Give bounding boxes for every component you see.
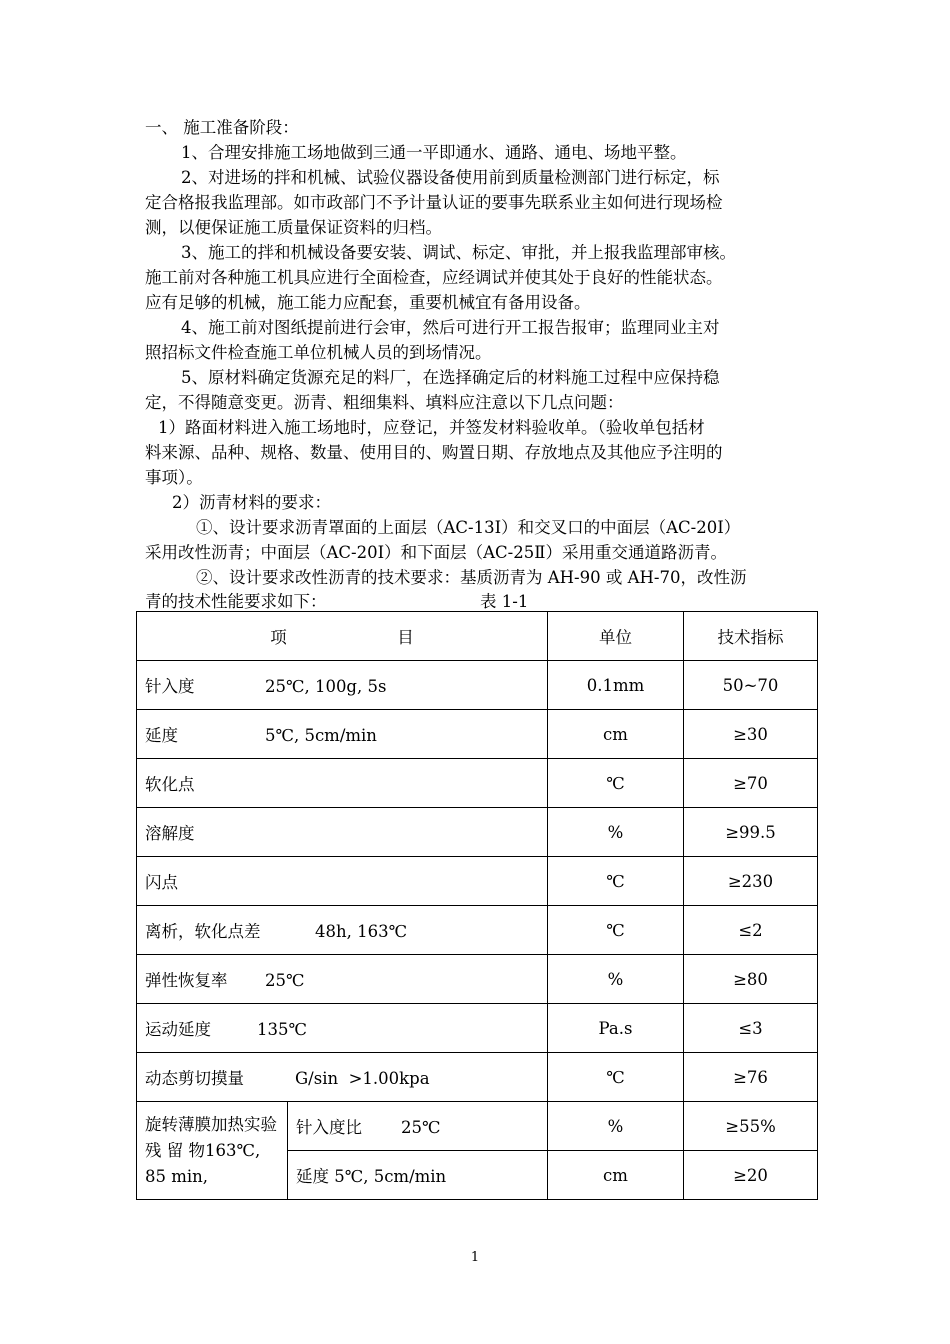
row-item — [137, 808, 548, 857]
table-row — [137, 710, 818, 759]
table-caption: 表 1-1 — [480, 592, 529, 611]
row-unit: ℃ — [548, 1053, 684, 1102]
row-item — [137, 759, 548, 808]
row-item — [288, 1151, 548, 1200]
table-row — [137, 661, 818, 710]
header-item-a: 项 — [270, 628, 287, 647]
row-condition: 135℃ — [257, 1020, 307, 1039]
table-row — [137, 1004, 818, 1053]
paragraph-line: 2）沥青材料的要求： — [172, 493, 331, 512]
paragraph-line: 定合格报我监理部。如市政部门不予计量认证的要事先联系业主如何进行现场检 — [145, 193, 723, 212]
row-unit: cm — [548, 1151, 684, 1200]
table-row — [137, 808, 818, 857]
row-condition: G/sin >1.00kpa — [295, 1069, 430, 1088]
paragraph-line: 料来源、品种、规格、数量、使用目的、购置日期、存放地点及其他应予注明的 — [145, 443, 723, 462]
row-name: 闪点 — [145, 873, 178, 892]
row-unit: % — [548, 808, 684, 857]
paragraph-line: 青的技术性能要求如下： — [145, 592, 327, 611]
row-unit: ℃ — [548, 759, 684, 808]
row-condition: 25℃ — [265, 971, 305, 990]
paragraph-line: 定，不得随意变更。沥青、粗细集料、填料应注意以下几点问题： — [145, 393, 624, 412]
rtfo-label: 旋转薄膜加热实验 残 留 物163℃, 85 min, — [137, 1102, 288, 1200]
row-item — [137, 906, 548, 955]
row-spec: ≤2 — [684, 906, 818, 955]
paragraph-line: 事项）。 — [145, 468, 203, 487]
paragraph-line: 3、施工的拌和机械设备要安装、调试、标定、审批，并上报我监理部审核。 — [181, 243, 736, 262]
row-name: 运动延度 — [145, 1020, 211, 1039]
row-unit: % — [548, 955, 684, 1004]
header-unit: 单位 — [548, 612, 684, 661]
row-item — [137, 661, 548, 710]
row-name: 针入度 — [145, 677, 195, 696]
header-spec: 技术指标 — [684, 612, 818, 661]
table-header-row — [137, 612, 818, 661]
table-row — [137, 955, 818, 1004]
row-spec: ≥99.5 — [684, 808, 818, 857]
paragraph-line: 1、合理安排施工场地做到三通一平即通水、通路、通电、场地平整。 — [181, 143, 687, 162]
paragraph-line: 5、原材料确定货源充足的料厂，在选择确定后的材料施工过程中应保持稳 — [181, 368, 720, 387]
spec-table — [136, 611, 818, 1200]
table-row — [137, 1053, 818, 1102]
row-condition: 5℃, 5cm/min — [265, 726, 377, 745]
row-item — [137, 1004, 548, 1053]
row-condition: 25℃, 100g, 5s — [265, 677, 387, 696]
row-item — [137, 857, 548, 906]
row-item — [288, 1102, 548, 1151]
paragraph-line: 照招标文件检查施工单位机械人员的到场情况。 — [145, 343, 492, 362]
row-name: 延度 5℃, 5cm/min — [296, 1167, 447, 1186]
table-row — [137, 1102, 818, 1151]
table-row — [137, 906, 818, 955]
table-row — [137, 759, 818, 808]
paragraph-line: 测，以便保证施工质量保证资料的归档。 — [145, 218, 442, 237]
row-spec: ≥30 — [684, 710, 818, 759]
row-name: 弹性恢复率 — [145, 971, 228, 990]
row-spec: ≥230 — [684, 857, 818, 906]
row-item — [137, 710, 548, 759]
paragraph-line: 2、对进场的拌和机械、试验仪器设备使用前到质量检测部门进行标定，标 — [181, 168, 720, 187]
row-condition: 48h, 163℃ — [315, 922, 408, 941]
paragraph-line: ①、设计要求沥青罩面的上面层（AC-13Ⅰ）和交叉口的中面层（AC-20Ⅰ） — [196, 518, 741, 537]
row-spec: ≥76 — [684, 1053, 818, 1102]
paragraph-line: 4、施工前对图纸提前进行会审，然后可进行开工报告报审；监理同业主对 — [181, 318, 720, 337]
row-name: 离析，软化点差 — [145, 922, 261, 941]
row-name: 溶解度 — [145, 824, 195, 843]
paragraph-line: 采用改性沥青；中面层（AC-20Ⅰ）和下面层（AC-25Ⅱ）采用重交通道路沥青。 — [145, 543, 727, 562]
row-name: 软化点 — [145, 775, 195, 794]
paragraph-line: 应有足够的机械，施工能力应配套，重要机械宜有备用设备。 — [145, 293, 591, 312]
row-unit: ℃ — [548, 906, 684, 955]
row-item — [137, 955, 548, 1004]
paragraph-line: 1）路面材料进入施工场地时，应登记，并签发材料验收单。（验收单包括材 — [158, 418, 705, 437]
row-spec: ≥55% — [684, 1102, 818, 1151]
table-row — [137, 857, 818, 906]
paragraph-line: 施工前对各种施工机具应进行全面检查，应经调试并使其处于良好的性能状态。 — [145, 268, 723, 287]
paragraph-line: ②、设计要求改性沥青的技术要求：基质沥青为 AH-90 或 AH-70，改性沥 — [196, 568, 747, 587]
row-spec: ≤3 — [684, 1004, 818, 1053]
row-unit: cm — [548, 710, 684, 759]
row-spec: ≥20 — [684, 1151, 818, 1200]
row-spec: ≥70 — [684, 759, 818, 808]
header-item — [137, 612, 548, 661]
row-unit: ℃ — [548, 857, 684, 906]
row-spec: 50~70 — [684, 661, 818, 710]
row-name: 动态剪切摸量 — [145, 1069, 244, 1088]
row-name: 针入度比 — [296, 1118, 362, 1137]
page-number: 1 — [470, 1250, 480, 1265]
row-name: 延度 — [145, 726, 178, 745]
row-item — [137, 1053, 548, 1102]
row-spec: ≥80 — [684, 955, 818, 1004]
row-unit: % — [548, 1102, 684, 1151]
row-unit: 0.1mm — [548, 661, 684, 710]
header-item-b: 目 — [397, 628, 414, 647]
section-heading: 一、 施工准备阶段： — [145, 118, 299, 137]
row-unit: Pa.s — [548, 1004, 684, 1053]
row-condition: 25℃ — [401, 1118, 441, 1137]
